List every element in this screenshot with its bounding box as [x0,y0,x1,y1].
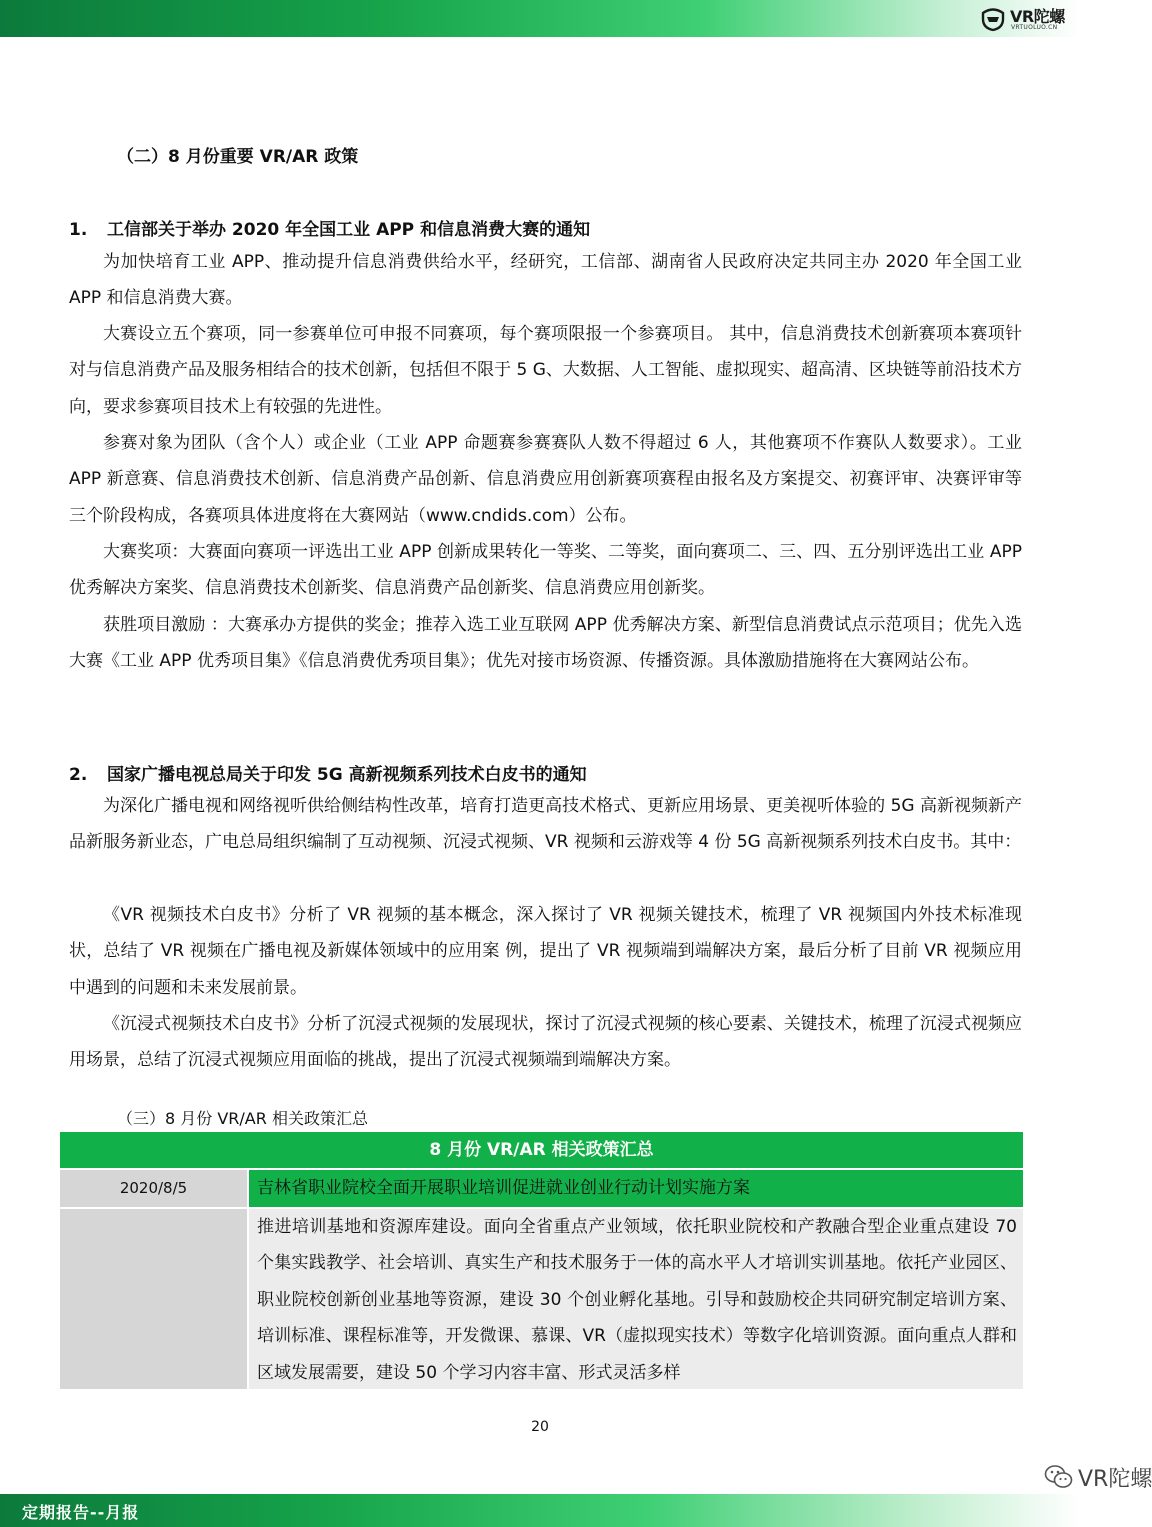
item-1-paragraph: 为加快培育工业 APP、推动提升信息消费供给水平，经研究，工信部、湖南省人民政府决定共同主办 2020 年全国工业 APP 和信息消费大赛。 [69,252,1022,309]
item-2-number: 2. [69,765,88,785]
header-bar [0,0,1080,37]
helmet-icon [980,4,1006,32]
item-2-paragraph: 《沉浸式视频技术白皮书》分析了沉浸式视频的发展现状，探讨了沉浸式视频的核心要素、关键技术，梳理了沉浸式视频应用场景，总结了沉浸式视频应用面临的挑战，提出了沉浸式视频端到端解决方案。 [69,1014,1022,1071]
item-1-heading [69,215,590,240]
table-cell-policy-body: 推进培训基地和资源库建设。面向全省重点产业领域，依托职业院校和产教融合型企业重点建设 70 个集实践教学、社会培训、真实生产和技术服务于一体的高水平人才培训实训基地。依托产业园区、职业院校创新创业基地等资源，建设 30 个创业孵化基地。引导和鼓励校企共同研究制定培训方案、培训标准、课程标准等，开发微课、慕课、VR（虚拟现实技术）等数字化培训资源。面向重点人群和区域发展需要，建设 50 个学习内容丰富、形式灵活多样 [249,1209,1023,1389]
item-1-title: 工信部关于举办 2020 年全国工业 APP 和信息消费大赛的通知 [107,220,591,240]
item-1-paragraph: 获胜项目激励 ：大赛承办方提供的奖金；推荐入选工业互联网 APP 优秀解决方案、新型信息消费试点示范项目；优先入选大赛《工业 APP 优秀项目集》《信息消费优秀项目集》；优先对接市场资源、传播资源。具体激励措施将在大赛网站公布。 [69,615,1022,672]
item-1-paragraph: 参赛对象为团队（含个人）或企业（工业 APP 命题赛参赛赛队人数不得超过 6 人，其他赛项不作赛队人数要求）。工业 APP 新意赛、信息消费技术创新、信息消费产品创新、信息消费应用创新赛项赛程由报名及方案提交、初赛评审、决赛评审等三个阶段构成，各赛项具体进度将在大赛网站（www.cndids.com）公布。 [69,433,1022,526]
footer-bar [0,1494,1080,1527]
table-row [60,1209,1023,1389]
policy-summary-table [60,1132,1023,1389]
table-cell-empty [60,1209,247,1389]
wechat-icon [1044,1464,1074,1490]
table-cell-policy-title: 吉林省职业院校全面开展职业培训促进就业创业行动计划实施方案 [249,1170,1023,1207]
section-heading-summary: （三）8 月份 VR/AR 相关政策汇总 [117,1109,368,1128]
logo-subtext: VRTUOLUO.CN [1011,24,1058,31]
table-cell-date: 2020/8/5 [60,1170,247,1207]
section-heading-policies: （二）8 月份重要 VR/AR 政策 [117,147,359,167]
table-header: 8 月份 VR/AR 相关政策汇总 [60,1132,1023,1168]
item-1-paragraph: 大赛奖项：大赛面向赛项一评选出工业 APP 创新成果转化一等奖、二等奖，面向赛项二、三、四、五分别评选出工业 APP 优秀解决方案奖、信息消费技术创新奖、信息消费产品创新奖、信息消费应用创新奖。 [69,542,1022,599]
brand-logo [980,3,1072,35]
logo-text: VR陀螺 [1010,7,1065,26]
table-row [60,1170,1023,1207]
item-2-title: 国家广播电视总局关于印发 5G 高新视频系列技术白皮书的通知 [107,765,587,785]
item-1-number: 1. [69,220,88,240]
watermark-text: VR陀螺 [1078,1467,1152,1492]
page-number: 20 [531,1419,549,1435]
item-2-paragraph: 为深化广播电视和网络视听供给侧结构性改革，培育打造更高技术格式、更新应用场景、更美视听体验的 5G 高新视频新产品新服务新业态，广电总局组织编制了互动视频、沉浸式视频、VR 视频和云游戏等 4 份 5G 高新视频系列技术白皮书。其中： [69,796,1022,853]
item-1-paragraph: 大赛设立五个赛项，同一参赛单位可申报不同赛项，每个赛项限报一个参赛项目。 其中，信息消费技术创新赛项本赛项针对与信息消费产品及服务相结合的技术创新，包括但不限于 5 G、大数据、人工智能、虚拟现实、超高清、区块链等前沿技术方向，要求参赛项目技术上有较强的先进性。 [69,324,1022,417]
item-2-paragraph: 《VR 视频技术白皮书》分析了 VR 视频的基本概念，深入探讨了 VR 视频关键技术，梳理了 VR 视频国内外技术标准现状，总结了 VR 视频在广播电视及新媒体领域中的应用案 例，提出了 VR 视频端到端解决方案，最后分析了目前 VR 视频应用中遇到的问题和未来发展前景。 [69,905,1022,998]
item-2-heading [69,760,587,785]
footer-label: 定期报告--月报 [22,1503,140,1522]
